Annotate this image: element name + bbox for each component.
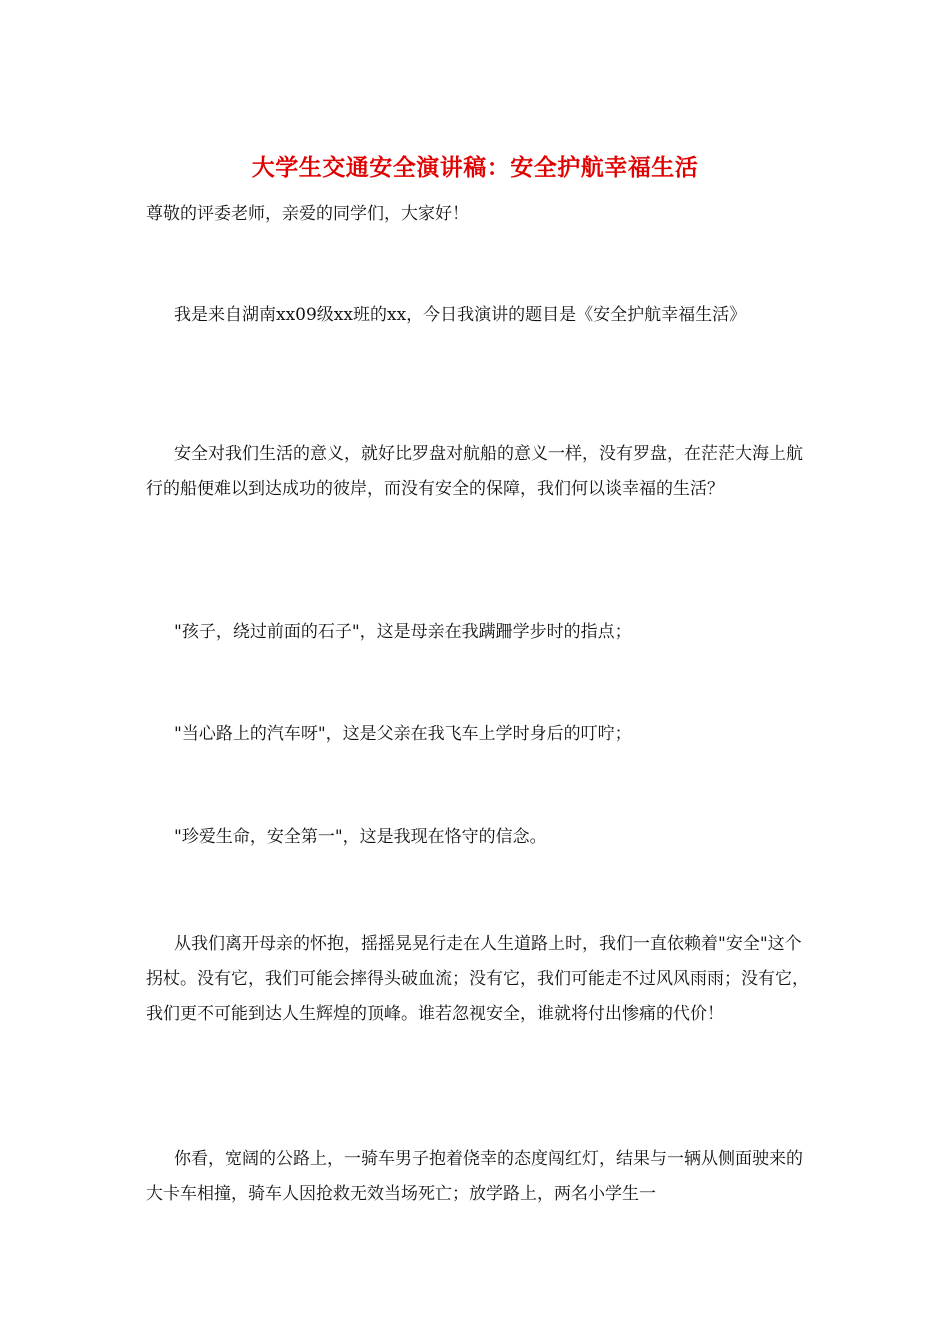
quote-paragraph-belief: "珍爱生命，安全第一"，这是我现在恪守的信念。 [174, 827, 547, 847]
body-paragraph: 从我们离开母亲的怀抱，摇摇晃晃行走在人生道路上时，我们一直依赖着"安全"这个拐杖。没有它，我们可能会摔得头破血流；没有它，我们可能走不过风风雨雨；没有它，我们更不可能到达人生辉煌的顶峰。谁若忽视安全，谁就将付出惨痛的代价！ [146, 934, 809, 1024]
intro-paragraph: 我是来自湖南xx09级xx班的xx，今日我演讲的题目是《安全护航幸福生活》 [174, 305, 747, 325]
greeting-paragraph: 尊敬的评委老师，亲爱的同学们，大家好！ [146, 204, 469, 224]
body-paragraph: 安全对我们生活的意义，就好比罗盘对航船的意义一样，没有罗盘，在茫茫大海上航行的船便难以到达成功的彼岸，而没有安全的保障，我们何以谈幸福的生活？ [146, 444, 803, 499]
document-title: 大学生交通安全演讲稿：安全护航幸福生活 [251, 154, 699, 181]
body-paragraph: 你看，宽阔的公路上，一骑车男子抱着侥幸的态度闯红灯，结果与一辆从侧面驶来的大卡车相撞，骑车人因抢救无效当场死亡；放学路上，两名小学生一 [146, 1149, 803, 1204]
quote-paragraph-father: "当心路上的汽车呀"，这是父亲在我飞车上学时身后的叮咛； [174, 724, 632, 744]
quote-paragraph-mother: "孩子，绕过前面的石子"，这是母亲在我蹒跚学步时的指点； [174, 622, 632, 642]
